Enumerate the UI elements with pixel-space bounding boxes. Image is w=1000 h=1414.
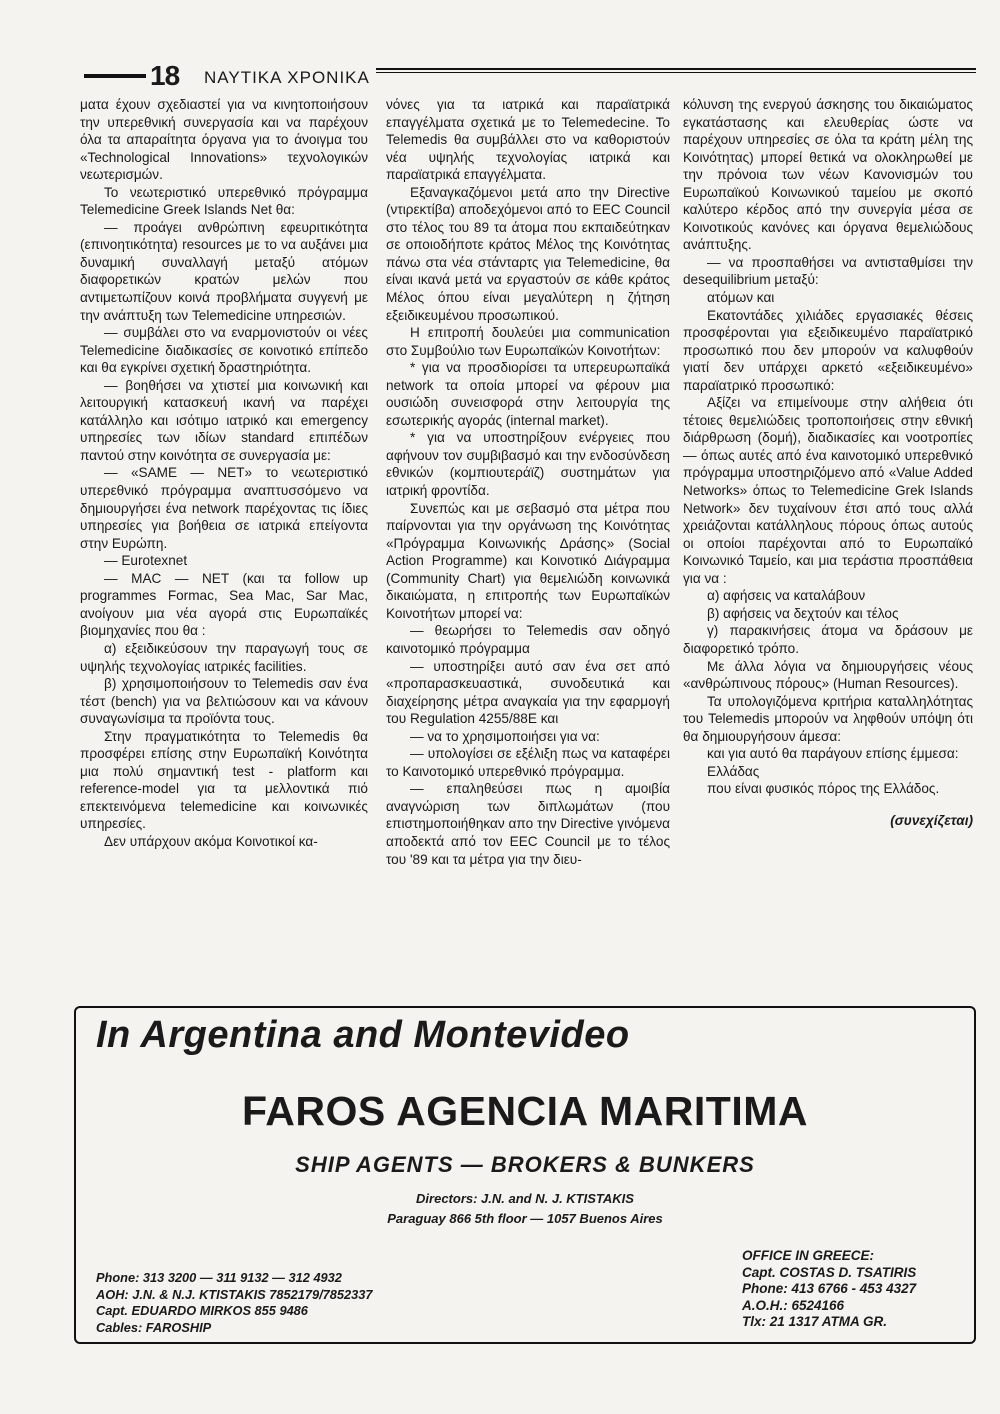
paragraph: — MAC — NET (και τα follow up programmes Formac, Sea Mac, Sar Mac, ανοίγουν μια νέα αγορά στις Ευρωπαϊκές βιομηχανίες που θα :	[80, 570, 368, 639]
header-rule-right	[376, 68, 976, 70]
advertisement-box	[74, 1006, 976, 1344]
paragraph: — υποστηρίξει αυτό σαν ένα σετ από «προπαρασκευαστικά, συνοδευτικά και διαχείρησης μέτρα αναγκαία για την εφαρμογή του Regulation 4255/88Ε και	[386, 658, 670, 727]
paragraph: — θεωρήσει το Telemedis σαν οδηγό καινοτομικό πρόγραμμα	[386, 623, 670, 656]
paragraph: Αξίζει να επιμείνουμε στην αλήθεια ότι τέτοιες θεμελιώδεις τροποποιήσεις στην εθνική διάρθρωση (δομή), διαδικασίες και νοοτροπίες — όπως αυτές από ένα καινοτομικό υπερεθνικό πρόγραμμα υποστηριζόμενο από «Value Added Networks» όπως το Telemedicine Grek Islands Network» δεν τυχαίνουν έτσι από τους αλλά χρειάζονται κατάλληλους πόρους όπως αυτούς οι οποίοι παρέχονται από το Ευρωπαϊκό Κοινωνικό Ταμείο, και μια τεράστια προσπάθεια για να :	[683, 395, 973, 586]
paragraph: κόλυνση της ενεργού άσκησης του δικαιώματος εγκατάστασης και ελευθερίας ώστε να παρέχουν υπηρεσίες σε όλα τα κράτη μέλη της Κοινότητας) μπορεί θετικά να ολοκληρωθεί με την πρόνοια των νέων Κανονισμών του Ευρωπαϊκού Κοινωνικού ταμείου με σκοπό καλύτερο κέρδος από την συνεργία μέσα σε Κοινοτικούς κανόνες και όργανα θεμελιώδους ανάπτυξης.	[683, 97, 973, 253]
paragraph: β) αφήσεις να δεχτούν και τέλος	[707, 605, 899, 621]
paragraph: — βοηθήσει να χτιστεί μια κοινωνική και λειτουργική κατασκευή ικανή να παρέχει κατάλληλο και ισότιμο ιατρικό και emergency υπηρεσίες των ιδίων standard επιπέδων παντού στην κοινότητα σε συνεργασία με:	[80, 377, 368, 463]
ad-greece-title: OFFICE IN GREECE:	[742, 1248, 875, 1263]
page-header	[84, 62, 976, 92]
article-column-2	[386, 96, 670, 868]
paragraph: Η επιτροπή δουλεύει μια communication στο Συμβούλιο των Ευρωπαϊκών Κοινοτήτων:	[386, 325, 670, 358]
paragraph: ατόμων και	[707, 290, 775, 306]
header-rule-right-thin	[376, 72, 976, 73]
ad-cables: Cables: FAROSHIP	[96, 1319, 212, 1335]
paragraph: — να το χρησιμοποιήσει για να:	[410, 728, 600, 744]
ad-company-name: FAROS AGENCIA MARITIMA	[241, 1088, 808, 1134]
ad-greece-capt: Capt. COSTAS D. TSATIRIS	[742, 1264, 917, 1280]
ad-contact-argentina	[96, 1270, 372, 1336]
ad-services: SHIP AGENTS — BROKERS & BUNKERS	[295, 1152, 755, 1177]
ad-capt: Capt. EDUARDO MIRKOS 855 9486	[96, 1303, 308, 1318]
page-number: 18	[150, 60, 180, 91]
paragraph: * για να προσδιορίσει τα υπερευρωπαϊκά network τα οποία μπορεί να φέρουν μια ουσιώδη συνεισφορά στην λειτουργία της εσωτερικής αγοράς (internal market).	[386, 360, 670, 428]
paragraph: — υπολογίσει σε εξέλιξη πως να καταφέρει το Καινοτομικό υπερεθνικό πρόγραμμα.	[386, 746, 670, 779]
paragraph: Ελλάδας	[707, 763, 760, 779]
paragraph: Με άλλα λόγια να δημιουργήσεις νέους «ανθρώπινους πόρους» (Human Resources).	[683, 658, 973, 692]
ad-contact-greece	[742, 1248, 916, 1331]
ad-aoh: AOH: J.N. & N.J. KTISTAKIS 7852179/7852337	[96, 1286, 373, 1302]
paragraph: β) χρησιμοποιήσουν το Telemedis σαν ένα τέστ (bench) για να βελτιώσουν και να κάνουν συναγωνίσιμα τα προϊόντα τους.	[80, 676, 368, 727]
paragraph: — επαληθεύσει πως η αμοιβία αναγνώριση των διπλωμάτων (που επιστημοποιήθηκαν απο την Directive γινόμενα αποδεκτά από τον EEC Council με το τέλος του '89 και τα μέτρα για την διευ-	[386, 781, 670, 867]
paragraph: α) αφήσεις να καταλάβουν	[707, 588, 866, 604]
paragraph: — προάγει ανθρώπινη εφευριτικότητα (επινοητικότητα) resources με το να αυξάνει μια δυναμική συναλλαγή μεταξύ ατόμων διαφορετικών κρατών μελών που αντιμετωπίζουν κοινά προβλήματα συγγενή με την ανάπτυξη των Telemedicine υπηρεσιών.	[80, 219, 368, 323]
paragraph: Εξαναγκαζόμενοι μετά απο την Directive (ντιρεκτίβα) αποδεχόμενοι από το EEC Council στο τέλος του 89 τα άτομα που εκπαιδεύτηκαν σε οποιοδήποτε κράτος Μέλος της Κοινότητας πάνω στα νέα στάνταρτς για Telemedicine, θα είναι ικανά μετά να εργαστούν σε κάθε κράτος Μέλος όπου είναι μεγαλύτερη η ζήτηση εξειδικευμένου προσωπικού.	[386, 184, 670, 323]
paragraph: — συμβάλει στο να εναρμονιστούν οι νέες Telemedicine διαδικασίες σε κοινοτικό επίπεδο και θα εγκρίνει σχετική δραστηριότητα.	[80, 325, 368, 376]
continued-note: (συνεχίζεται)	[890, 812, 973, 828]
paragraph: α) εξειδικεύσουν την παραγωγή τους σε υψηλής τεχνολογίας ιατρικές facilities.	[80, 640, 368, 674]
paragraph: — Eurotexnet	[104, 553, 188, 569]
header-rule-left	[84, 74, 146, 78]
paragraph: — να προσπαθήσει να αντισταθμίσει την desequilibrium μεταξύ:	[683, 254, 973, 288]
ad-greece-aoh: A.O.H.: 6524166	[742, 1297, 845, 1313]
ad-greece-tlx: Tlx: 21 1317 ATMA GR.	[742, 1314, 888, 1329]
paragraph: Δεν υπάρχουν ακόμα Κοινοτικοί κα-	[104, 833, 318, 849]
paragraph: Στην πραγματικότητα το Telemedis θα προσφέρει επίσης στην Ευρωπαϊκή Κοινότητα μια πολύ σημαντική test - platform και reference-model για τα μελλοντικά πιό επεκτεινόμενα telemedicine και κοινωνικές υπηρεσίες.	[80, 728, 368, 832]
paragraph: ματα έχουν σχεδιαστεί για να κινητοποιήσουν την υπερεθνική συνεργασία και να παρέχουν όλα τα απαραίτητα όργανα για το άνοιγμα του «Technological Innovations» τεχνολογικών νεωτερισμών.	[80, 97, 368, 183]
paragraph: Το νεωτεριστικό υπερεθνικό πρόγραμμα Telemedicine Greek Islands Net θα:	[80, 184, 368, 218]
paragraph: νόνες για τα ιατρικά και παραϊατρικά επαγγέλματα σχετικά με το Telemedecine. Το Telemedis θα συμβάλλει στο να καθοριστούν νέα υψηλής τεχνολογίας ιατρικά και παραϊατρικά επαγγέλματα.	[386, 97, 670, 183]
ad-phone: Phone: 313 3200 — 311 9132 — 312 4932	[96, 1270, 342, 1285]
article-column-1	[80, 96, 368, 851]
ad-greece-phone: Phone: 413 6766 - 453 4327	[742, 1281, 917, 1296]
paragraph: γ) παρακινήσεις άτομα να δράσουν με διαφορετικό τρόπο.	[683, 623, 973, 656]
ad-region: In Argentina and Montevideo	[96, 1014, 630, 1056]
article-column-3	[683, 96, 973, 829]
paragraph: και για αυτό θα παράγουν επίσης έμμεσα:	[707, 746, 959, 762]
paragraph: Συνεπώς και με σεβασμό στα μέτρα που παίρνονται για την οργάνωση της Κοινότητας «Πρόγραμμα Κοινωνικής Δράσης» (Social Action Programme) και Κοινοτικό Διάγραμμα (Community Chart) για θεμελιώδη κοινωνικά δικαιώματα, η επιτροπής των Ευρωπαϊκών Κοινοτήτων μπορεί να:	[386, 500, 670, 621]
paragraph: Τα υπολογιζόμενα κριτήρια καταλληλότητας του Telemedis μπορούν να ληφθούν υπόψη ότι θα δημιουργήσουν άμεσα:	[683, 693, 973, 744]
paragraph: που είναι φυσικός πόρος της Ελλάδος.	[707, 781, 940, 797]
paragraph: Εκατοντάδες χιλιάδες εργασιακές θέσεις προσφέρονται για εξειδικευμένο παραϊατρικό προσωπικό που δεν μπορούν να καλυφθούν γιατί δεν υπάρχει αρκετό «εξειδικευμένο» παραϊατρικό προσωπικό:	[683, 307, 973, 393]
ad-address: Paraguay 866 5th floor — 1057 Buenos Aires	[387, 1211, 663, 1226]
publication-title: ΝΑΥΤΙΚΑ ΧΡΟΝΙΚΑ	[204, 68, 370, 87]
paragraph: — «SAME — NET» το νεωτεριστικό υπερεθνικό πρόγραμμα αναπτυσσόμενο να δημιουργήσει ένα network παρέχοντας τις ίδιες υπηρεσίες για βοήθεια σε ιατρικά επείγοντα στην Ευρώπη.	[80, 465, 368, 551]
ad-directors: Directors: J.N. and N. J. KTISTAKIS	[416, 1191, 634, 1206]
paragraph: * για να υποστηρίξουν ενέργειες που αφήνουν τον συμβιβασμό και την ενδοσύνδεση εθνικών (κομπιουτεράϊζ) συστημάτων για ιατρική φροντίδα.	[386, 430, 670, 499]
